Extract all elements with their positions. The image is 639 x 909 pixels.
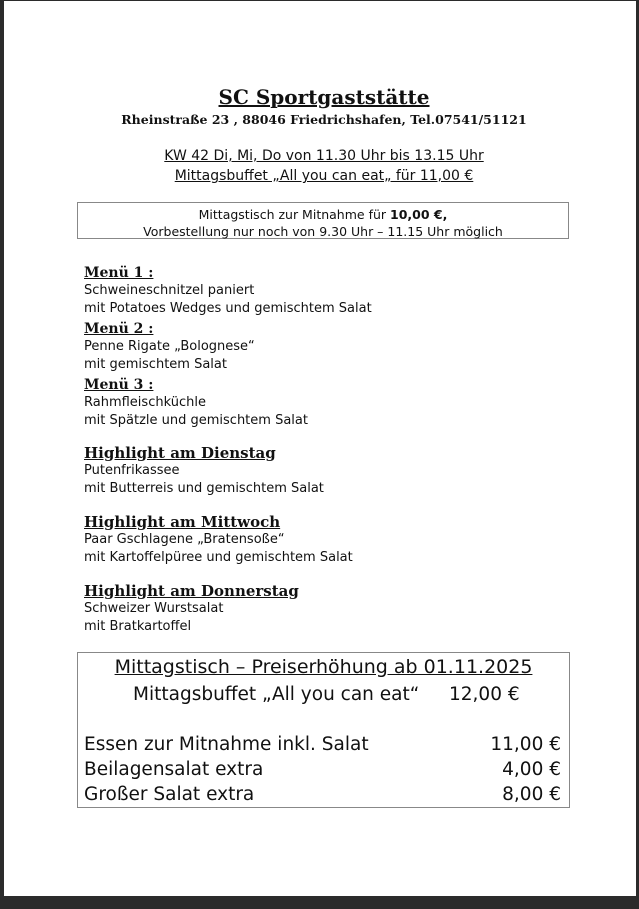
takeaway-line-1-text: Mittagstisch zur Mitnahme für <box>198 207 390 222</box>
price-item-label: Großer Salat extra <box>84 784 255 805</box>
price-item-label: Essen zur Mitnahme inkl. Salat <box>84 734 369 755</box>
highlight-wednesday <box>84 513 353 567</box>
buffet-price-label: Mittagsbuffet „All you can eat“ <box>133 684 420 705</box>
dish-line: Paar Gschlagene „Bratensoße“ <box>84 532 285 547</box>
buffet-line: Mittagsbuffet „All you can eat„ für 11,00 € <box>174 168 474 184</box>
menu-1 <box>84 264 372 318</box>
price-item-value: 4,00 € <box>502 759 561 780</box>
menu-page <box>4 1 636 896</box>
buffet-price: 12,00 € <box>449 684 520 705</box>
dish-line: Schweineschnitzel paniert <box>84 283 255 298</box>
dish-line: Penne Rigate „Bolognese“ <box>84 339 255 354</box>
dish-line: mit Bratkartoffel <box>84 619 192 634</box>
menu-2 <box>84 320 255 374</box>
takeaway-line-1 <box>78 207 568 222</box>
week-line: KW 42 Di, Mi, Do von 11.30 Uhr bis 13.15 Uhr <box>164 148 484 164</box>
dish-line: mit Kartoffelpüree und gemischtem Salat <box>84 550 353 565</box>
restaurant-address: Rheinstraße 23 , 88046 Friedrichshafen, Tel.07541/51121 <box>121 112 527 127</box>
dish-line: mit Potatoes Wedges und gemischtem Salat <box>84 301 372 316</box>
takeaway-notice-box <box>77 202 569 239</box>
dish-line: Schweizer Wurstsalat <box>84 601 224 616</box>
dish-line: mit gemischtem Salat <box>84 357 227 372</box>
takeaway-line-2: Vorbestellung nur noch von 9.30 Uhr – 11.15 Uhr möglich <box>143 224 503 239</box>
dish-line: mit Butterreis und gemischtem Salat <box>84 481 324 496</box>
menu-heading: Menü 1 : <box>84 265 154 281</box>
menu-heading: Menü 2 : <box>84 321 154 337</box>
restaurant-title: SC Sportgaststätte <box>218 85 430 109</box>
price-increase-title: Mittagstisch – Preiserhöhung ab 01.11.2025 <box>114 656 533 678</box>
price-increase-box <box>77 652 570 808</box>
highlight-heading: Highlight am Donnerstag <box>84 582 299 600</box>
highlight-tuesday <box>84 444 324 498</box>
dish-line: Rahmfleischküchle <box>84 395 206 410</box>
highlight-heading: Highlight am Dienstag <box>84 444 276 462</box>
price-item-label: Beilagensalat extra <box>84 759 264 780</box>
highlight-heading: Highlight am Mittwoch <box>84 513 281 531</box>
highlight-thursday <box>84 582 299 636</box>
takeaway-price: 10,00 €, <box>390 207 448 222</box>
dish-line: Putenfrikassee <box>84 463 180 478</box>
menu-heading: Menü 3 : <box>84 377 154 393</box>
menu-3 <box>84 376 308 430</box>
price-item-value: 11,00 € <box>490 734 561 755</box>
dish-line: mit Spätzle und gemischtem Salat <box>84 413 308 428</box>
price-item-value: 8,00 € <box>502 784 561 805</box>
